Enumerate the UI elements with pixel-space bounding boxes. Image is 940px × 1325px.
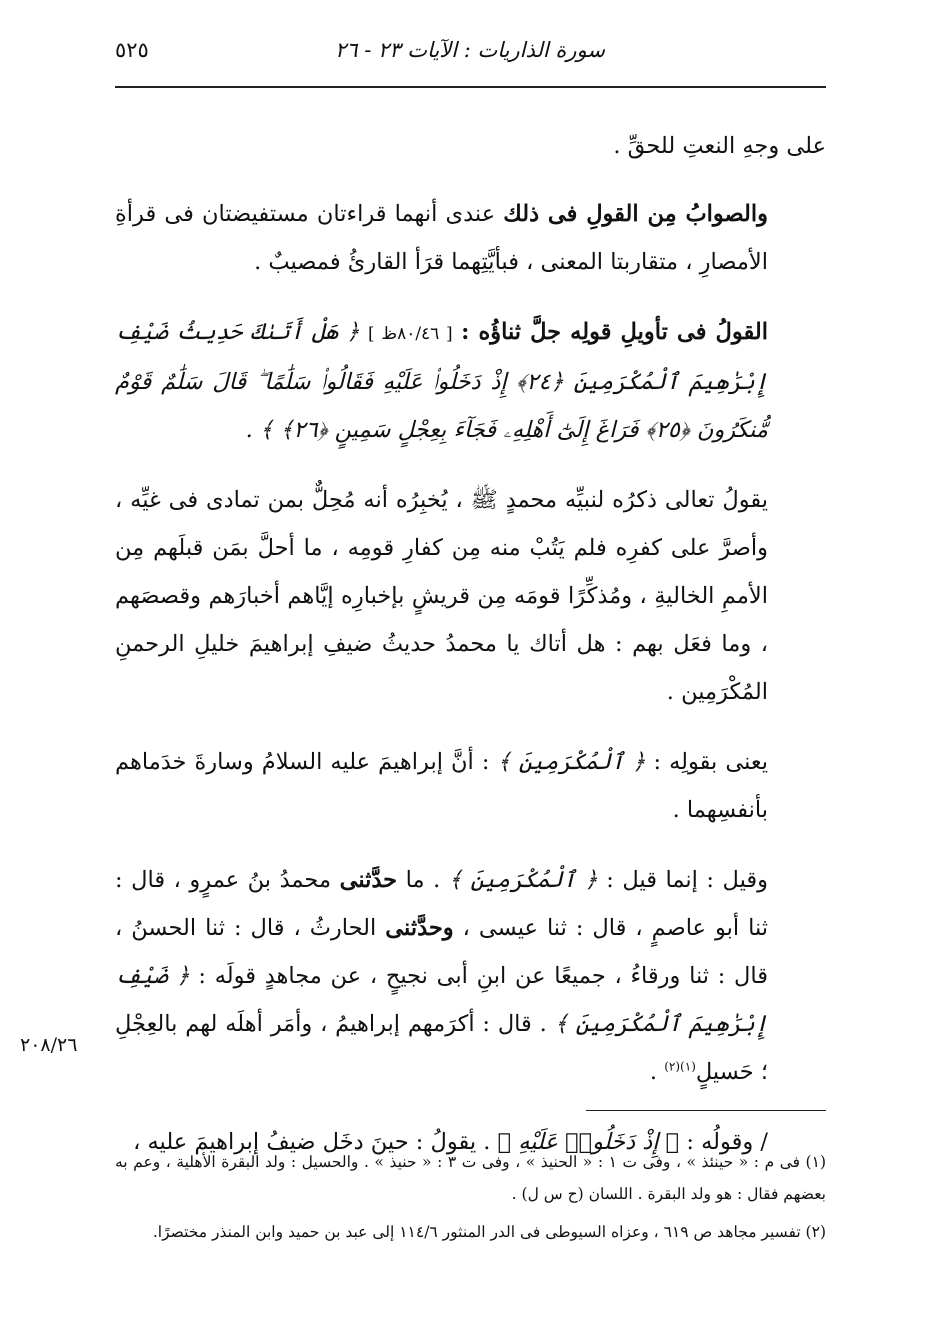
paragraph-6 <box>115 856 826 1096</box>
margin-page-reference: ٢٠٨/٢٦ <box>20 1034 78 1056</box>
paragraph-text: محمدُ بنُ عمرٍو ، قال : ثنا أبو عاصمٍ ، قال : ثنا عيسى ، <box>115 867 769 941</box>
paragraph-text: . قال : أكرَمهم إبراهيمُ ، وأمَر أهلَه لهم بالعِجْلِ ؛ حَسيلٍ <box>115 1011 768 1085</box>
quran-quote: ﴿ ٱلْمُكْرَمِينَ ﴾ <box>448 867 598 893</box>
footnote-2: (٢) تفسير مجاهد ص ٦١٩ ، وعزاه السيوطى فى الدر المنثور ١١٤/٦ إلى عبد بن حميد وابن المنذر مختصرًا. <box>152 1223 826 1241</box>
header-rule <box>115 86 826 88</box>
paragraph-text: يعنى بقولِه : <box>653 749 769 775</box>
bold-lead: والصوابُ مِن القولِ فى ذلك <box>503 201 768 227</box>
paragraph-text: يقولُ تعالى ذكرُه لنبيِّه محمدٍ ﷺ ، يُخبِرُه أنه مُحِلٌّ بمن تمادى فى غيِّه ، وأصرَّ على كفرِه فلم يَتُبْ منه مِن كفارِ قومِه ، ما أحلَّ بمَن قبلَهم مِن الأممِ الخاليةِ ، ومُذكِّرًا قومَه مِن قريشٍ بإخبارِه إيَّاهم أخبارَهم وقصصَهم ، وما فعَل بهم : هل أتاك يا محمدُ حديثُ ضيفِ إبراهيمَ خليلِ الرحمنِ المُكْرَمِين . <box>115 487 768 705</box>
quran-quote: ﴿ إِذْ دَخَلُوا۟ عَلَيْهِ ﴾ <box>497 1129 680 1155</box>
page-number: ٥٢٥ <box>115 38 149 62</box>
paragraph-text: وقيل : إنما قيل : <box>606 867 769 893</box>
paragraph-text: وقولُه : <box>686 1129 754 1155</box>
manuscript-reference: [ ٨٠/٤٦ظ ] <box>368 324 453 344</box>
footnotes <box>115 1146 826 1254</box>
main-text <box>115 122 826 1188</box>
paragraph-text: : أنَّ إبراهيمَ عليه السلامُ وسارةَ خدَماهم بأنفسِهما . <box>115 749 768 823</box>
running-title: سورة الذاريات : الآيات ٢٣ - ٢٦ <box>334 38 605 62</box>
paragraph-text: . <box>649 1059 665 1085</box>
paragraph-5 <box>115 738 826 834</box>
quran-quote: ﴿ ٱلْمُكْرَمِينَ ﴾ <box>497 749 646 775</box>
narration-marker: وحدَّثنى <box>385 915 454 941</box>
paragraph-text: الحارثُ ، قال : ثنا الحسنُ ، قال : ثنا ورقاءُ ، جميعًا عن ابنِ أبى نجيحٍ ، عن مجاهدٍ قولَه : <box>115 915 768 989</box>
paragraph-2 <box>115 190 826 286</box>
page-break-marker: / <box>760 1129 768 1155</box>
paragraph-text: . يقولُ : حينَ دخَل ضيفُ إبراهيمَ عليه ، <box>133 1129 491 1155</box>
footnote-markers: (١)(٢) <box>664 1059 696 1074</box>
narration-marker: حدَّثنى <box>339 867 398 893</box>
paragraph-text: على وجهِ النعتِ للحقِّ . <box>613 133 826 159</box>
footnote-rule <box>586 1110 826 1111</box>
paragraph-4 <box>115 476 826 716</box>
paragraph-text: عندى أنهما قراءتان مستفيضتان فى قرأةِ الأمصارِ ، متقاربتا المعنى ، فبأيَّتِهما قرَأ القارئُ فمصيبٌ . <box>115 201 768 275</box>
paragraph-1 <box>115 122 826 170</box>
paragraph-text: . ما <box>405 867 441 893</box>
page-header <box>115 38 825 72</box>
paragraph-3 <box>115 308 826 454</box>
quran-verse: ﴿ هَلْ أَتَىٰكَ حَدِيثُ ضَيْفِ إِبْرَٰهِيمَ ٱلْمُكْرَمِينَ ﴿٢٤﴾ إِذْ دَخَلُوا۟ عَلَيْهِ فَقَالُوا۟ سَلَٰمًا ۖ قَالَ سَلَٰمٌ قَوْمٌ مُّنكَرُونَ ﴿٢٥﴾ فَرَاغَ إِلَىٰٓ أَهْلِهِۦ فَجَآءَ بِعِجْلٍ سَمِينٍ ﴿٢٦﴾ ﴾ . <box>115 319 768 443</box>
section-heading: القولُ فى تأويلِ قولِه جلَّ ثناؤُه : <box>461 319 769 345</box>
quran-quote: ﴿ ضَيْفِ إِبْرَٰهِيمَ ٱلْمُكْرَمِينَ ﴾ <box>115 963 768 1037</box>
footnote-1: (١) فى م : « حينئذ » ، وفى ت ١ : « الحنيذ » ، وفى ت ٣ : « حنيذ » . والحسيل : ولد البقرة الأهلية ، وعم به بعضهم فقال : هو ولد البقرة . اللسان (ح س ل) . <box>115 1153 826 1203</box>
